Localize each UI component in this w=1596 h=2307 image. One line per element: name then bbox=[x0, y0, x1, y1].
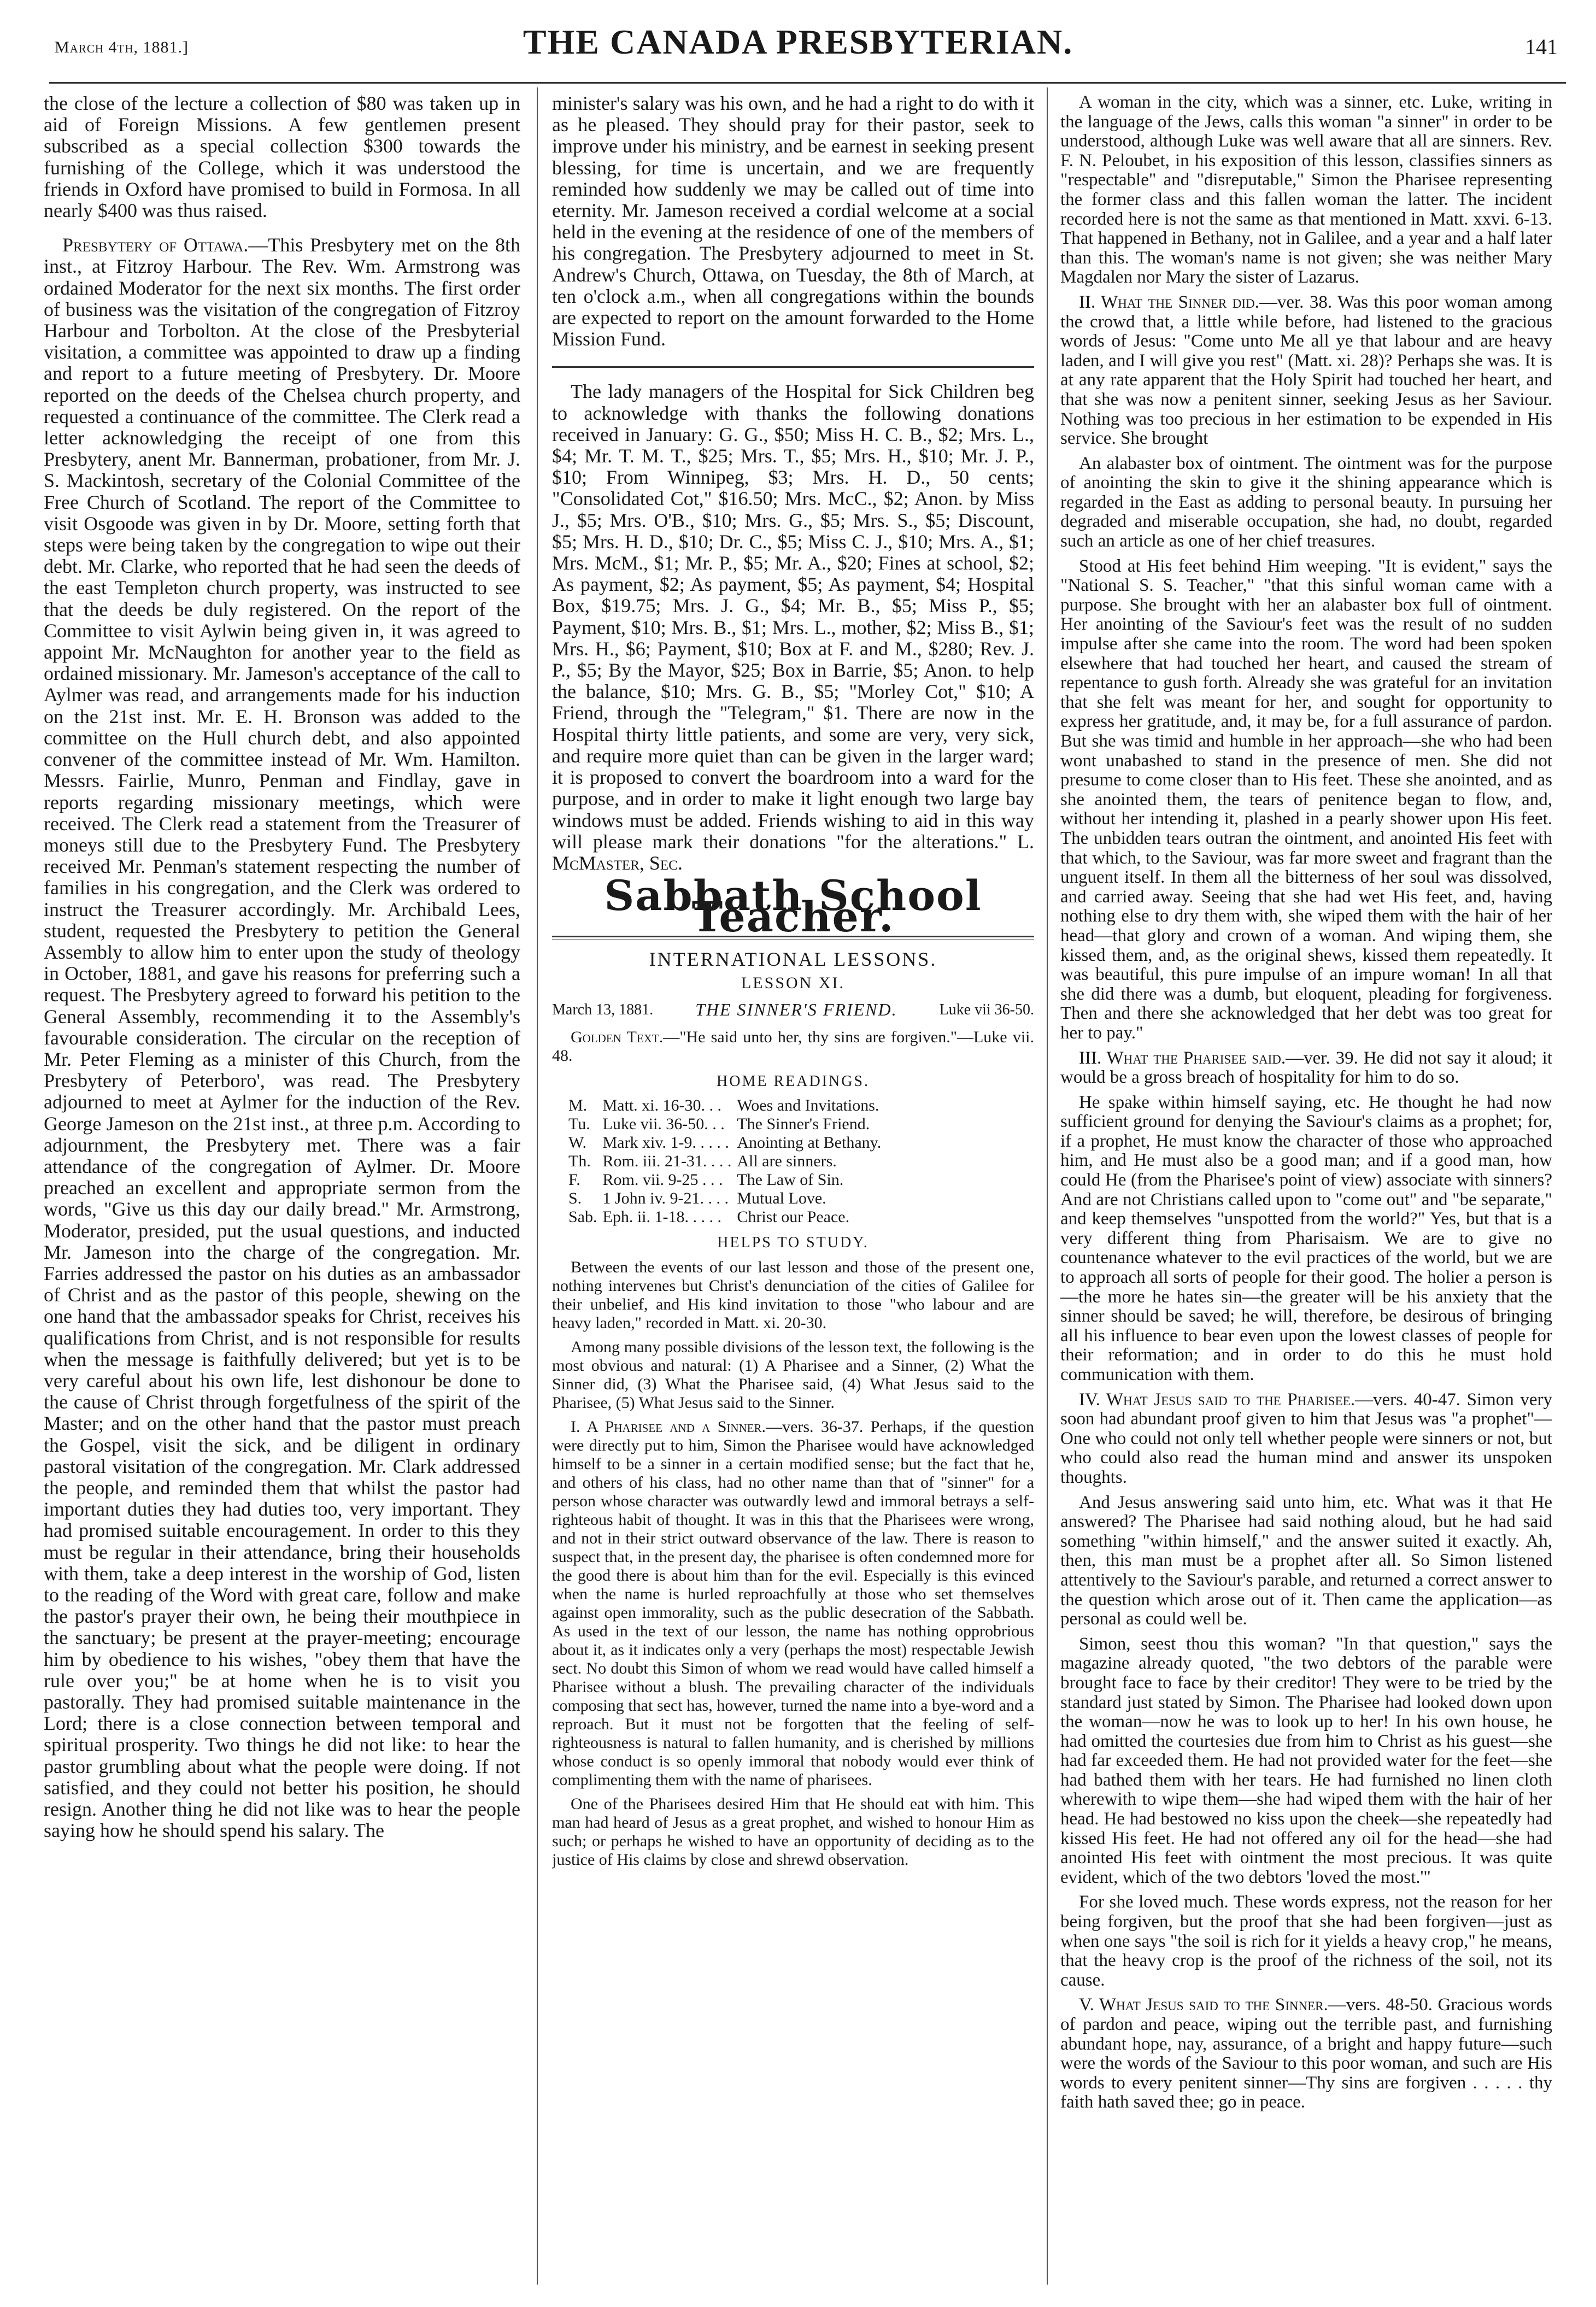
golden-text-body: —"He said unto her, thy sins are forgiven."—Luke vii. 48. bbox=[552, 1028, 1034, 1065]
column-1 bbox=[44, 93, 520, 2285]
lesson-number: LESSON XI. bbox=[741, 973, 845, 992]
helps-paragraph: Among many possible divisions of the lesson text, the following is the most obvious and natural: (1) A Pharisee and a Sinner, (2) What the Sinner did, (3) What the Pharisee said, (4) What Jesus said to the Pharisee, (5) What Jesus said to the Sinner. bbox=[552, 1337, 1034, 1412]
reading-day: Th. bbox=[568, 1152, 591, 1171]
reading-title: Woes and Invitations. bbox=[737, 1096, 879, 1115]
section-text: —This Presbytery met on the 8th inst., at Fitzroy Harbour. The Rev. Wm. Armstrong was ordained Moderator for the next six months. The first order of business was the visitation of the congregation of Fitzroy Harbour and Torbolton. At the close of the Presbyterial visitation, a committee was appointed to draw up a finding and report to a future meeting of Presbytery. Dr. Moore reported on the deeds of the Chelsea church property, and requested a continuance of the committee. The Clerk read a letter acknowledging the receipt of one from this Presbytery, anent Mr. Bannerman, probationer, from Mr. J. S. Mackintosh, secretary of the Colonial Committee of the Free Church of Scotland. The report of the Committee to visit Osgoode was given in by Dr. Moore, setting forth that steps were being taken by the congregation to wipe out their debt. Mr. Clarke, who reported that he had seen the deeds of the east Templeton church property, was instructed to see that the deeds be duly registered. On the report of the Committee to visit Aylwin being given in, it was agreed to appoint Mr. McNaughton for another year to the field as ordained missionary. Mr. Jameson's acceptance of the call to Aylmer was read, and arrangements made for his induction on the 21st inst. Mr. E. H. Bronson was added to the committee on the Hull church debt, and also appointed convener of the committee instead of Mr. Wm. Hamilton. Messrs. Fairlie, Munro, Penman and Findlay, gave in reports regarding missionary meetings, which were received. The Clerk read a statement from the Treasurer of moneys still due to the Presbytery Fund. The Presbytery received Mr. Penman's statement respecting the number of families in his congregation, and the Clerk was ordered to instruct the Treasurer accordingly. Mr. Archibald Lees, student, requested the Presbytery to petition the General Assembly to allow him to enter upon the study of theology in October, 1881, and gave his reasons for preferring such a request. The Presbytery agreed to forward his petition to the General Assembly, recommending it to the Assembly's favourable consideration. The circular on the reception of Mr. Peter Fleming as a minister of this Church, from the Presbytery of Peterboro', was read. The Presbytery adjourned to meet at Aylmer for the induction of the Rev. George Jameson on the 21st inst., at three p.m. According to adjournment, the Presbytery met. There was a fair attendance of the congregation of Aylmer. Dr. Moore preached an excellent and appropriate sermon from the words, "Give us this day our daily bread." Mr. Armstrong, Moderator, presided, put the usual questions, and inducted Mr. Jameson into the charge of the congregation. Mr. Farries addressed the pastor on his duties as an ambassador of Christ and as the pastor of this people, shewing on the one hand that the ambassador speaks for Christ, receives his qualifications from Christ, and is not responsible for results when the message is faithfully delivered; but yet is to be very careful about his own life, lest dishonour be done to the cause of Christ through forgetfulness of the spirit of the Master; and on the other hand that the pastor must preach the Gospel, visit the sick, and be diligent in ordinary pastoral visitation of the congregation. Mr. Clark addressed the people, and reminded them that whilst the pastor had important duties they had duties too, very important. They had promised suitable encouragement. In order to this they must be regular in their attendance, bring their households with them, take a deep interest in the worship of God, listen to the reading of the Word with great care, follow and make the pastor's prayer their own, he being their mouthpiece in the sanctuary; be present at the prayer-meeting; encourage him by obedience to his wishes, "obey them that have the rule over you;" be at home when he is to visit you pastorally. They had promised suitable maintenance in the Lord; there is a close connection between temporal and spiritual prosperity. Two things he did not like: to hear the pastor grumbling about what the people were doing. If not satisfied, and they could not better his position, he should resign. Another thing he did not like was to hear the people saying how he should spend his salary. The bbox=[44, 234, 520, 1842]
table-row bbox=[568, 1208, 887, 1226]
section-heading: Presbytery of Ottawa. bbox=[62, 234, 249, 256]
reading-ref: 1 John iv. 9-21. . . . bbox=[602, 1189, 729, 1208]
helps-paragraph: One of the Pharisees desired Him that He should eat with him. This man had heard of Jesus as a great prophet, and wished to honour Him as such; or perhaps he wished to have an opportunity of deciding as to the justice of His claims by close and shrewd observation. bbox=[552, 1794, 1034, 1869]
table-row bbox=[568, 1096, 887, 1115]
lesson-heading-row bbox=[552, 999, 1034, 1020]
article-paragraph: An alabaster box of ointment. The ointment was for the purpose of anointing the skin to give it the shining appearance which is regarded in the East as adding to personal beauty. In pursuing her degraded and miserable occupation, she had, no doubt, regarded such an article as one of her chief treasures. bbox=[1060, 453, 1552, 551]
separator-rule bbox=[552, 366, 1034, 368]
reading-day: M. bbox=[568, 1096, 588, 1115]
table-row bbox=[568, 1134, 887, 1152]
article-paragraph bbox=[1060, 1995, 1552, 2112]
article-paragraph bbox=[1060, 1390, 1552, 1488]
section-heading: V. What Jesus said to the Sinner. bbox=[1079, 1995, 1328, 2015]
article-paragraph: A woman in the city, which was a sinner, etc. Luke, writing in the language of the Jews, calls this woman "a sinner" in order to be understood, although Luke was well aware that all are sinners. Rev. F. N. Peloubet, in his exposition of this lesson, classifies sinners as "respectable" and "disreputable," Simon the Pharisee representing the former class and this fallen woman the latter. The incident recorded here is not the same as that mentioned in Matt. xxvi. 6-13. That happened in Bethany, not in Galilee, and a year and a half later than this. The woman's name is not given; she was neither Mary Magdalen nor Mary the sister of Lazarus. bbox=[1060, 93, 1552, 287]
section-text: —vers. 40-47. Simon very soon had abundant proof given to him that Jesus was "a prophet"—One who could not only tell whether people were sinners or not, but who could also read the human mind and answer its unspoken thoughts. bbox=[1060, 1389, 1552, 1487]
reading-day: S. bbox=[568, 1189, 582, 1208]
helps-title: HELPS TO STUDY. bbox=[717, 1234, 869, 1252]
article-paragraph: And Jesus answering said unto him, etc. What was it that He answered? The Pharisee had said nothing aloud, but he had said something "within himself," and the answer suited it exactly. Ah, then, this man must be a prophet after all. So Simon listened attentively to the Saviour's parable, and returned a correct answer to the question which arose out of it. Then came the application—as personal as could well be. bbox=[1060, 1492, 1552, 1629]
lesson-name: THE SINNER'S FRIEND. bbox=[695, 999, 897, 1019]
issue-date: March 4th, 1881.] bbox=[55, 38, 189, 56]
page-number: 141 bbox=[1525, 34, 1558, 59]
reading-ref: Rom. vii. 9-25 . . . bbox=[602, 1171, 723, 1189]
reading-title: Christ our Peace. bbox=[737, 1208, 850, 1226]
reading-ref: Matt. xi. 16-30. . . bbox=[602, 1096, 721, 1115]
column-3 bbox=[1060, 93, 1552, 2285]
column-rule bbox=[1047, 87, 1048, 2285]
section-text: —vers. 48-50. Gracious words of pardon and peace, wiping out the terrible past, and furnishing abundant hope, nay, assurance, of a bright and happy future—such were the words of the Saviour to this poor woman, and such are His words to every penitent sinner—Thy sins are forgiven . . . . . thy faith hath saved thee; go in peace. bbox=[1060, 1995, 1552, 2112]
section-text: —ver. 39. He did not say it aloud; it would be a gross breach of hospitality for him to do so. bbox=[1060, 1048, 1552, 1088]
article-paragraph: He spake within himself saying, etc. He thought he had now sufficient ground for denying the Saviour's claims as a prophet; for, if a prophet, He must know the character of those who approached him, and He must also be a good man; and if a good man, how could He (from the Pharisee's point of view) associate with sinners? And are not Christians called upon to "come out" and "be separate," and keep themselves "unspotted from the world?" Yes, but that is a very different thing from Pharisaism. We are to give no countenance whatever to the evil practices of the world, but we are to approach all sorts of people for their good. The holier a person is—the more he hates sin—the greater will be his anxiety that the sinner should be saved; he will, therefore, be desirous of bringing all his influence to bear even upon the lowest classes of people for their reformation; and in order to do this he must hold communication with them. bbox=[1060, 1092, 1552, 1384]
section-heading: II. What the Sinner did. bbox=[1079, 292, 1259, 312]
reading-title: The Law of Sin. bbox=[737, 1171, 844, 1189]
column-2 bbox=[552, 93, 1034, 2285]
section-text: —ver. 38. Was this poor woman among the crowd that, a little while before, had listened to the gracious words of Jesus: "Come unto Me all ye that labour and are heavy laden, and I will give you rest" (Matt. xi. 28)? Perhaps she was. It is at any rate apparent that the Holy Spirit had touched her heart, and that she was now a penitent sinner, seeking Jesus as her Saviour. Nothing was too precious in her estimation to be expended in His service. She brought bbox=[1060, 292, 1552, 449]
reading-title: Anointing at Bethany. bbox=[737, 1134, 882, 1152]
article-paragraph: Stood at His feet behind Him weeping. "It is evident," says the "National S. S. Teacher," "that this sinful woman came with a purpose. She brought with her an alabaster box full of ointment. Her anointing of the Saviour's feet was the result of no sudden impulse after she came into the room. The word had been spoken elsewhere that had touched her heart, and caused the stream of repentance to gush forth. Already she was grateful for an invitation that she felt was meant for her, and sought for opportunity to express her gratitude, and, it may be, for a full assurance of pardon. But she was timid and humble in her approach—she who had been wont unabashed to stand in the presence of men. She did not presume to come closer than to His feet. These she anointed, and as she anointed them, the tears of penitence began to flow, and, without her intending it, plashed in a pearly shower upon His feet. The unbidden tears outran the ointment, and anointed His feet with that which, to the Saviour, was far more sweet and fragrant than the unguent itself. In them all the bitterness of her soul was dissolved, and carried away. Seeing that she had wet His feet, and, having nothing else to dry them with, she wiped them with the hair of her head—that glory and crown of a woman. And wiping them, she kissed them, and, as the original shews, kissed them repeatedly. It was beautiful, this pure impulse of an impure woman! In all that she did there was a dumb, but eloquent, pleading for forgiveness. Then and there she acknowledged that her debt was too great for her to pay." bbox=[1060, 556, 1552, 1043]
reading-ref: Luke vii. 36-50. . . bbox=[602, 1115, 725, 1134]
home-readings-table bbox=[568, 1096, 887, 1226]
reading-title: All are sinners. bbox=[737, 1152, 837, 1171]
article-paragraph: Simon, seest thou this woman? "In that question," says the magazine already quoted, "the two debtors of the parable were brought face to face by their creditor! They were to be tried by the standard just stated by Simon. The Pharisee had looked down upon the woman—now he was to look up to her! In his own house, he had omitted the courtesies due from him to Christ as his guest—she had far exceeded them. He had not provided water for the feet—she had bathed them with her tears. He had furnished no linen cloth wherewith to wipe them—she had wiped them with the hair of her head. He had bestowed no kiss upon the cheek—she repeatedly had kissed His feet. He had not offered any oil for the head—she had anointed His feet with ointment the most precious. It was quite evident, which of the two debtors 'loved the most.'" bbox=[1060, 1634, 1552, 1887]
signature: L. McMaster, Sec. bbox=[552, 830, 1034, 874]
section-banner: Sabbath School Teacher. bbox=[604, 871, 982, 942]
home-readings-title: HOME READINGS. bbox=[717, 1073, 870, 1090]
table-row bbox=[568, 1115, 887, 1134]
helps-paragraph: Between the events of our last lesson and those of the present one, nothing intervenes but Christ's denunciation of the cities of Galilee for their unbelief, and His kind invitation to those "who labour and are heavy laden," recorded in Matt. xi. 20-30. bbox=[552, 1258, 1034, 1332]
helps-paragraph bbox=[552, 1418, 1034, 1789]
article-paragraph: the close of the lecture a collection of $80 was taken up in aid of Foreign Missions. A few gentlemen present subscribed as a special collection $300 towards the furnishing of the College, which it was understood the friends in Oxford have promised to build in Formosa. In all nearly $400 was thus raised. bbox=[44, 93, 520, 222]
reading-ref: Eph. ii. 1-18. . . . . bbox=[602, 1208, 721, 1226]
hospital-notice: The lady managers of the Hospital for Sick Children beg to acknowledge with thanks the following donations received in January: G. G., $50; Miss H. C. B., $2; Mrs. L., $4; Mr. T. M. T., $25; Mrs. T., $5; Mrs. H., $10; Mr. J. P., $10; From Winnipeg, $3; Mrs. H. D., 50 cents; "Consolidated Cot," $16.50; Mrs. McC., $2; Anon. by Miss J., $5; Mrs. O'B., $10; Mrs. G., $5; Mrs. S., $5; Discount, $5; Mrs. H. D., $10; Dr. C., $5; Miss C. J., $10; Mrs. A., $1; Mrs. McM., $1; Mr. P., $5; Mr. A., $20; Fines at school, $2; As payment, $2; As payment, $5; As payment, $4; Hospital Box, $19.75; Mrs. J. G., $4; Mr. B., $5; Miss P., $5; Payment, $10; Mrs. B., $1; Mrs. L., mother, $2; Miss B., $1; Mrs. H., $6; Payment, $10; Box at F. and M., $280; Rev. J. P., $5; By the Mayor, $25; Box in Barrie, $5; Anon. to help the balance, $10; Mrs. G. B., $5; "Morley Cot," $10; A Friend, through the "Telegram," $1. There are now in the Hospital thirty little patients, and some are very, very sick, and require more quiet than can be given in the larger ward; it is proposed to convert the boardroom into a ward for the purpose, and in order to make it light enough two large bay windows must be added. Friends wishing to aid in this way will please mark their donations "for the alterations." bbox=[552, 380, 1034, 853]
article-paragraph bbox=[44, 234, 520, 1841]
section-text: —vers. 36-37. Perhaps, if the question were directly put to him, Simon the Pharisee would have acknowledged himself to be a sinner in a certain modified sense; but the fact that he, and others of his class, had no other name than that of "sinner" for a person whose character was outwardly lewd and immoral betrays a self-righteous habit of thought. It was in this that the Pharisees were wrong, and not in their strict outward observance of the law. There is reason to suspect that, in the present day, the pharisee is often condemned more for the good there is about him than for the evil. Especially is this evinced when the name is hurled reproachfully at those who set themselves against open immorality, such as the public desecration of the Sabbath. As used in the text of our lesson, the name has nothing opprobrious about it, as it indicates only a very (perhaps the most) respectable Jewish sect. No doubt this Simon of whom we read would have called himself a Pharisee without a blush. The prevailing character of the individuals composing that sect has, however, turned the name into a bye-word and a reproach. But it must not be forgotten that the feeling of self-righteousness is natural to fallen humanity, and is cherished by millions whose conduct is so openly immoral that nobody would ever think of complimenting them with the name of pharisees. bbox=[552, 1417, 1034, 1789]
masthead-title: THE CANADA PRESBYTERIAN. bbox=[523, 22, 1073, 61]
golden-text-label: Golden Text. bbox=[571, 1028, 664, 1047]
golden-text bbox=[552, 1028, 1034, 1065]
section-heading: IV. What Jesus said to the Pharisee. bbox=[1079, 1389, 1355, 1410]
section-heading: III. What the Pharisee said. bbox=[1079, 1048, 1286, 1068]
table-row bbox=[568, 1171, 887, 1189]
reading-title: Mutual Love. bbox=[737, 1189, 826, 1208]
section-heading: I. A Pharisee and a Sinner. bbox=[571, 1417, 766, 1436]
column-rule bbox=[537, 87, 538, 2285]
lesson-reference: Luke vii 36-50. bbox=[939, 1001, 1034, 1018]
reading-ref: Rom. iii. 21-31. . . . bbox=[602, 1152, 732, 1171]
reading-ref: Mark xiv. 1-9. . . . . bbox=[602, 1134, 729, 1152]
reading-day: F. bbox=[568, 1171, 580, 1189]
reading-day: Tu. bbox=[568, 1115, 590, 1134]
table-row bbox=[568, 1152, 887, 1171]
reading-day: W. bbox=[568, 1134, 587, 1152]
lesson-date: March 13, 1881. bbox=[552, 1001, 654, 1018]
table-row bbox=[568, 1189, 887, 1208]
reading-day: Sab. bbox=[568, 1208, 597, 1226]
article-paragraph: For she loved much. These words express, not the reason for her being forgiven, but the proof that she had been forgiven—just as when one says "the soil is rich for it yields a heavy crop," he means, that the heavy crop is the proof of the richness of the soil, not its cause. bbox=[1060, 1892, 1552, 1990]
article-paragraph bbox=[552, 381, 1034, 874]
reading-title: The Sinner's Friend. bbox=[737, 1115, 870, 1134]
article-paragraph bbox=[1060, 293, 1552, 449]
header-rule bbox=[49, 82, 1566, 84]
article-paragraph bbox=[1060, 1049, 1552, 1088]
page-header bbox=[0, 0, 1596, 82]
lessons-title: INTERNATIONAL LESSONS. bbox=[649, 948, 937, 970]
article-paragraph: minister's salary was his own, and he had a right to do with it as he pleased. They should pray for their pastor, seek to improve under his ministry, and be earnest in seeking present blessing, for time is uncertain, and we are frequently reminded how suddenly we may be called out of time into eternity. Mr. Jameson received a cordial welcome at a social held in the evening at the residence of one of the members of his congregation. The Presbytery adjourned to meet in St. Andrew's Church, Ottawa, on Tuesday, the 8th of March, at ten o'clock a.m., when all congregations within the bounds are expected to report on the amount forwarded to the Home Mission Fund. bbox=[552, 93, 1034, 350]
